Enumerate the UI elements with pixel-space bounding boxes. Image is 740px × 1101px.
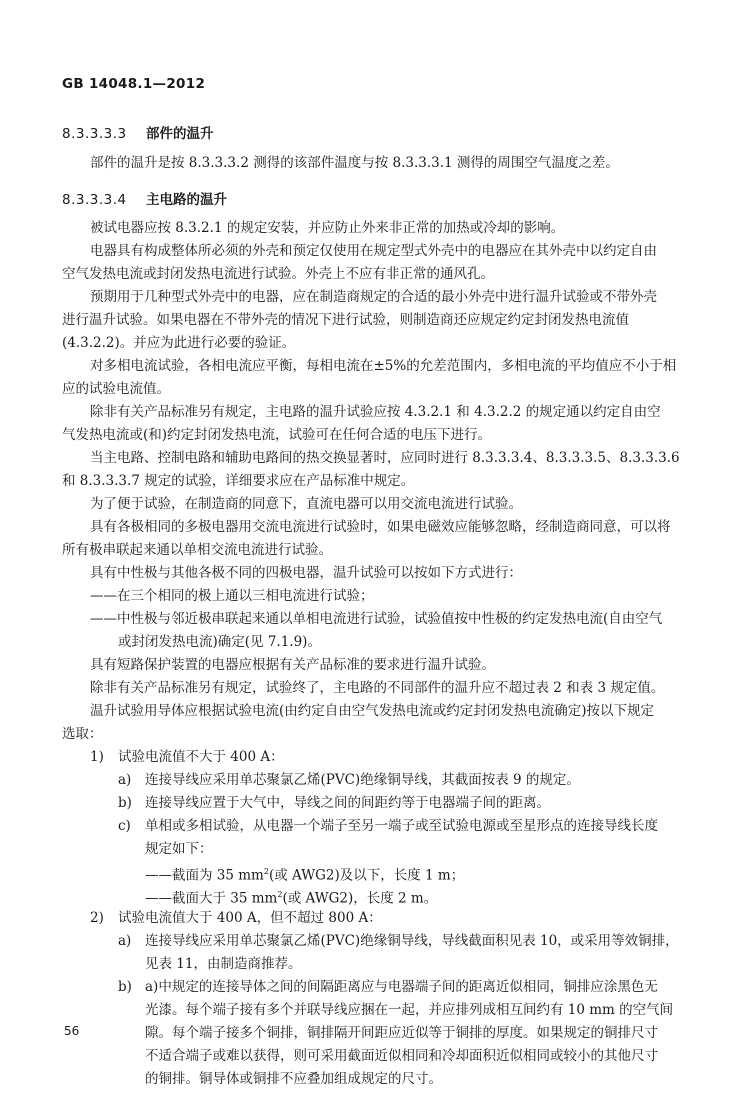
dash-text: ——截面为 35 mm (145, 867, 264, 884)
sublist-item-2a (118, 931, 679, 951)
standard-header: GB 14048.1—2012 (62, 76, 206, 92)
paragraph-line: 具有短路保护装置的电器应根据有关产品标准的要求进行温升试验。 (90, 657, 495, 673)
dash-text: (或 AWG2)，长度 2 m。 (282, 890, 438, 907)
page-number: 56 (64, 1024, 80, 1038)
paragraph-line: 被试电器应按 8.3.2.1 的规定安装，并应防止外来非正常的加热或冷却的影响。 (90, 220, 565, 236)
paragraph-line: 当主电路、控制电路和辅助电路间的热交换显著时，应同时进行 8.3.3.3.4、8.3.3.3.5、8.3.3.3.6 (90, 450, 680, 466)
sublist-item-1b (118, 793, 550, 813)
list-item-2 (90, 908, 382, 928)
section-title: 部件的温升 (146, 126, 214, 142)
sublist-label: c) (118, 818, 131, 834)
superscript: 2 (263, 867, 269, 876)
paragraph-line: 应的试验电流值。 (62, 381, 170, 397)
section-heading-8-3-3-3-3 (62, 122, 214, 142)
sublist-item-2b (118, 977, 658, 997)
dash-item (145, 885, 437, 909)
sublist-text: 单相或多相试验，从电器一个端子至另一端子或至试验电源或至星形点的连接导线长度 (145, 818, 658, 834)
section-title: 主电路的温升 (146, 192, 227, 208)
dash-text: ——截面大于 35 mm (145, 890, 278, 907)
sublist-text: 连接导线应置于大气中，导线之间的间距约等于电器端子间的距离。 (145, 795, 550, 811)
sublist-item-1c (118, 816, 658, 836)
dash-item-continued: 或封闭发热电流)确定(见 7.1.9)。 (118, 634, 321, 650)
paragraph-line: 空气发热电流或封闭发热电流进行试验。外壳上不应有非正常的通风孔。 (62, 266, 494, 282)
dash-item (145, 862, 464, 886)
paragraph-line: 对多相电流试验，各相电流应平衡，每相电流在±5%的允差范围内，多相电流的平均值应不小于相 (90, 358, 677, 374)
dash-item: ——在三个相同的极上通以三相电流进行试验； (90, 588, 374, 604)
sublist-text: 连接导线应采用单芯聚氯乙烯(PVC)绝缘铜导线，其截面按表 9 的规定。 (145, 772, 580, 788)
sublist-item-1a (118, 770, 580, 790)
section-heading-8-3-3-3-4 (62, 188, 227, 208)
paragraph-line: 和 8.3.3.3.7 规定的试验，详细要求应在产品标准中规定。 (62, 473, 415, 489)
sublist-label: a) (118, 933, 132, 949)
paragraph-line: 除非有关产品标准另有规定，试验终了，主电路的不同部件的温升应不超过表 2 和表 3 规定值。 (90, 680, 665, 696)
sublist-label: b) (118, 795, 132, 811)
paragraph-line: 电器具有构成整体所必须的外壳和预定仅使用在规定型式外壳中的电器应在其外壳中以约定自由 (90, 243, 657, 259)
sublist-label: a) (118, 772, 132, 788)
section-number: 8.3.3.3.3 (62, 126, 127, 142)
paragraph-line: 预期用于几种型式外壳中的电器，应在制造商规定的合适的最小外壳中进行温升试验或不带外壳 (90, 289, 657, 305)
paragraph-line: 选取： (62, 726, 103, 742)
paragraph-line: 进行温升试验。如果电器在不带外壳的情况下进行试验，则制造商还应规定约定封闭发热电流值 (62, 312, 629, 328)
dash-text: (或 AWG2)及以下，长度 1 m； (268, 867, 465, 884)
paragraph-line: 温升试验用导体应根据试验电流(由约定自由空气发热电流或约定封闭发热电流确定)按以下规定 (90, 703, 655, 719)
sublist-text: 连接导线应采用单芯聚氯乙烯(PVC)绝缘铜导线，导线截面积见表 10，或采用等效铜排， (145, 933, 679, 949)
paragraph-line: (4.3.2.2)。并应为此进行必要的验证。 (62, 335, 296, 351)
paragraph-line: 具有各极相同的多极电器用交流电流进行试验时，如果电磁效应能够忽略，经制造商同意，可以将 (90, 519, 671, 535)
sublist-text-continued: 光漆。每个端子接有多个并联导线应捆在一起，并应排列成相互间约有 10 mm 的空气间 (145, 1002, 674, 1018)
paragraph-line: 除非有关产品标准另有规定，主电路的温升试验应按 4.3.2.1 和 4.3.2.2 的规定通以约定自由空 (90, 404, 661, 420)
paragraph-line: 所有极串联起来通以单相交流电流进行试验。 (62, 542, 332, 558)
sublist-label: b) (118, 979, 132, 995)
list-text: 试验电流值不大于 400 A： (118, 749, 284, 765)
list-number: 2) (90, 910, 104, 926)
paragraph: 部件的温升是按 8.3.3.3.2 测得的该部件温度与按 8.3.3.3.1 测得的周围空气温度之差。 (90, 155, 619, 171)
sublist-text-continued: 的铜排。铜导体或铜排不应叠加组成规定的尺寸。 (145, 1071, 442, 1087)
sublist-text-continued: 隙。每个端子接多个铜排，铜排隔开间距应近似等于铜排的厚度。如果规定的铜排尺寸 (145, 1025, 658, 1041)
superscript: 2 (277, 890, 283, 899)
sublist-text: a)中规定的连接导体之间的间隔距离应与电器端子间的距离近似相同，铜排应涂黑色无 (145, 979, 658, 995)
sublist-text-continued: 规定如下： (145, 841, 213, 857)
paragraph-line: 具有中性极与其他各极不同的四极电器，温升试验可以按如下方式进行： (90, 565, 522, 581)
sublist-text-continued: 不适合端子或难以获得，则可采用截面近似相同和冷却面积近似相同或较小的其他尺寸 (145, 1048, 658, 1064)
sublist-text-continued: 见表 11，由制造商推荐。 (145, 956, 302, 972)
dash-item: ——中性极与邻近极串联起来通以单相电流进行试验，试验值按中性极的约定发热电流(自由空气 (90, 611, 663, 627)
paragraph-line: 气发热电流或(和)约定封闭发热电流，试验可在任何合适的电压下进行。 (62, 427, 492, 443)
list-text: 试验电流值大于 400 A，但不超过 800 A： (118, 910, 382, 926)
list-item-1 (90, 747, 284, 767)
section-number: 8.3.3.3.4 (62, 192, 127, 208)
list-number: 1) (90, 749, 104, 765)
paragraph-line: 为了便于试验，在制造商的同意下，直流电器可以用交流电流进行试验。 (90, 496, 522, 512)
